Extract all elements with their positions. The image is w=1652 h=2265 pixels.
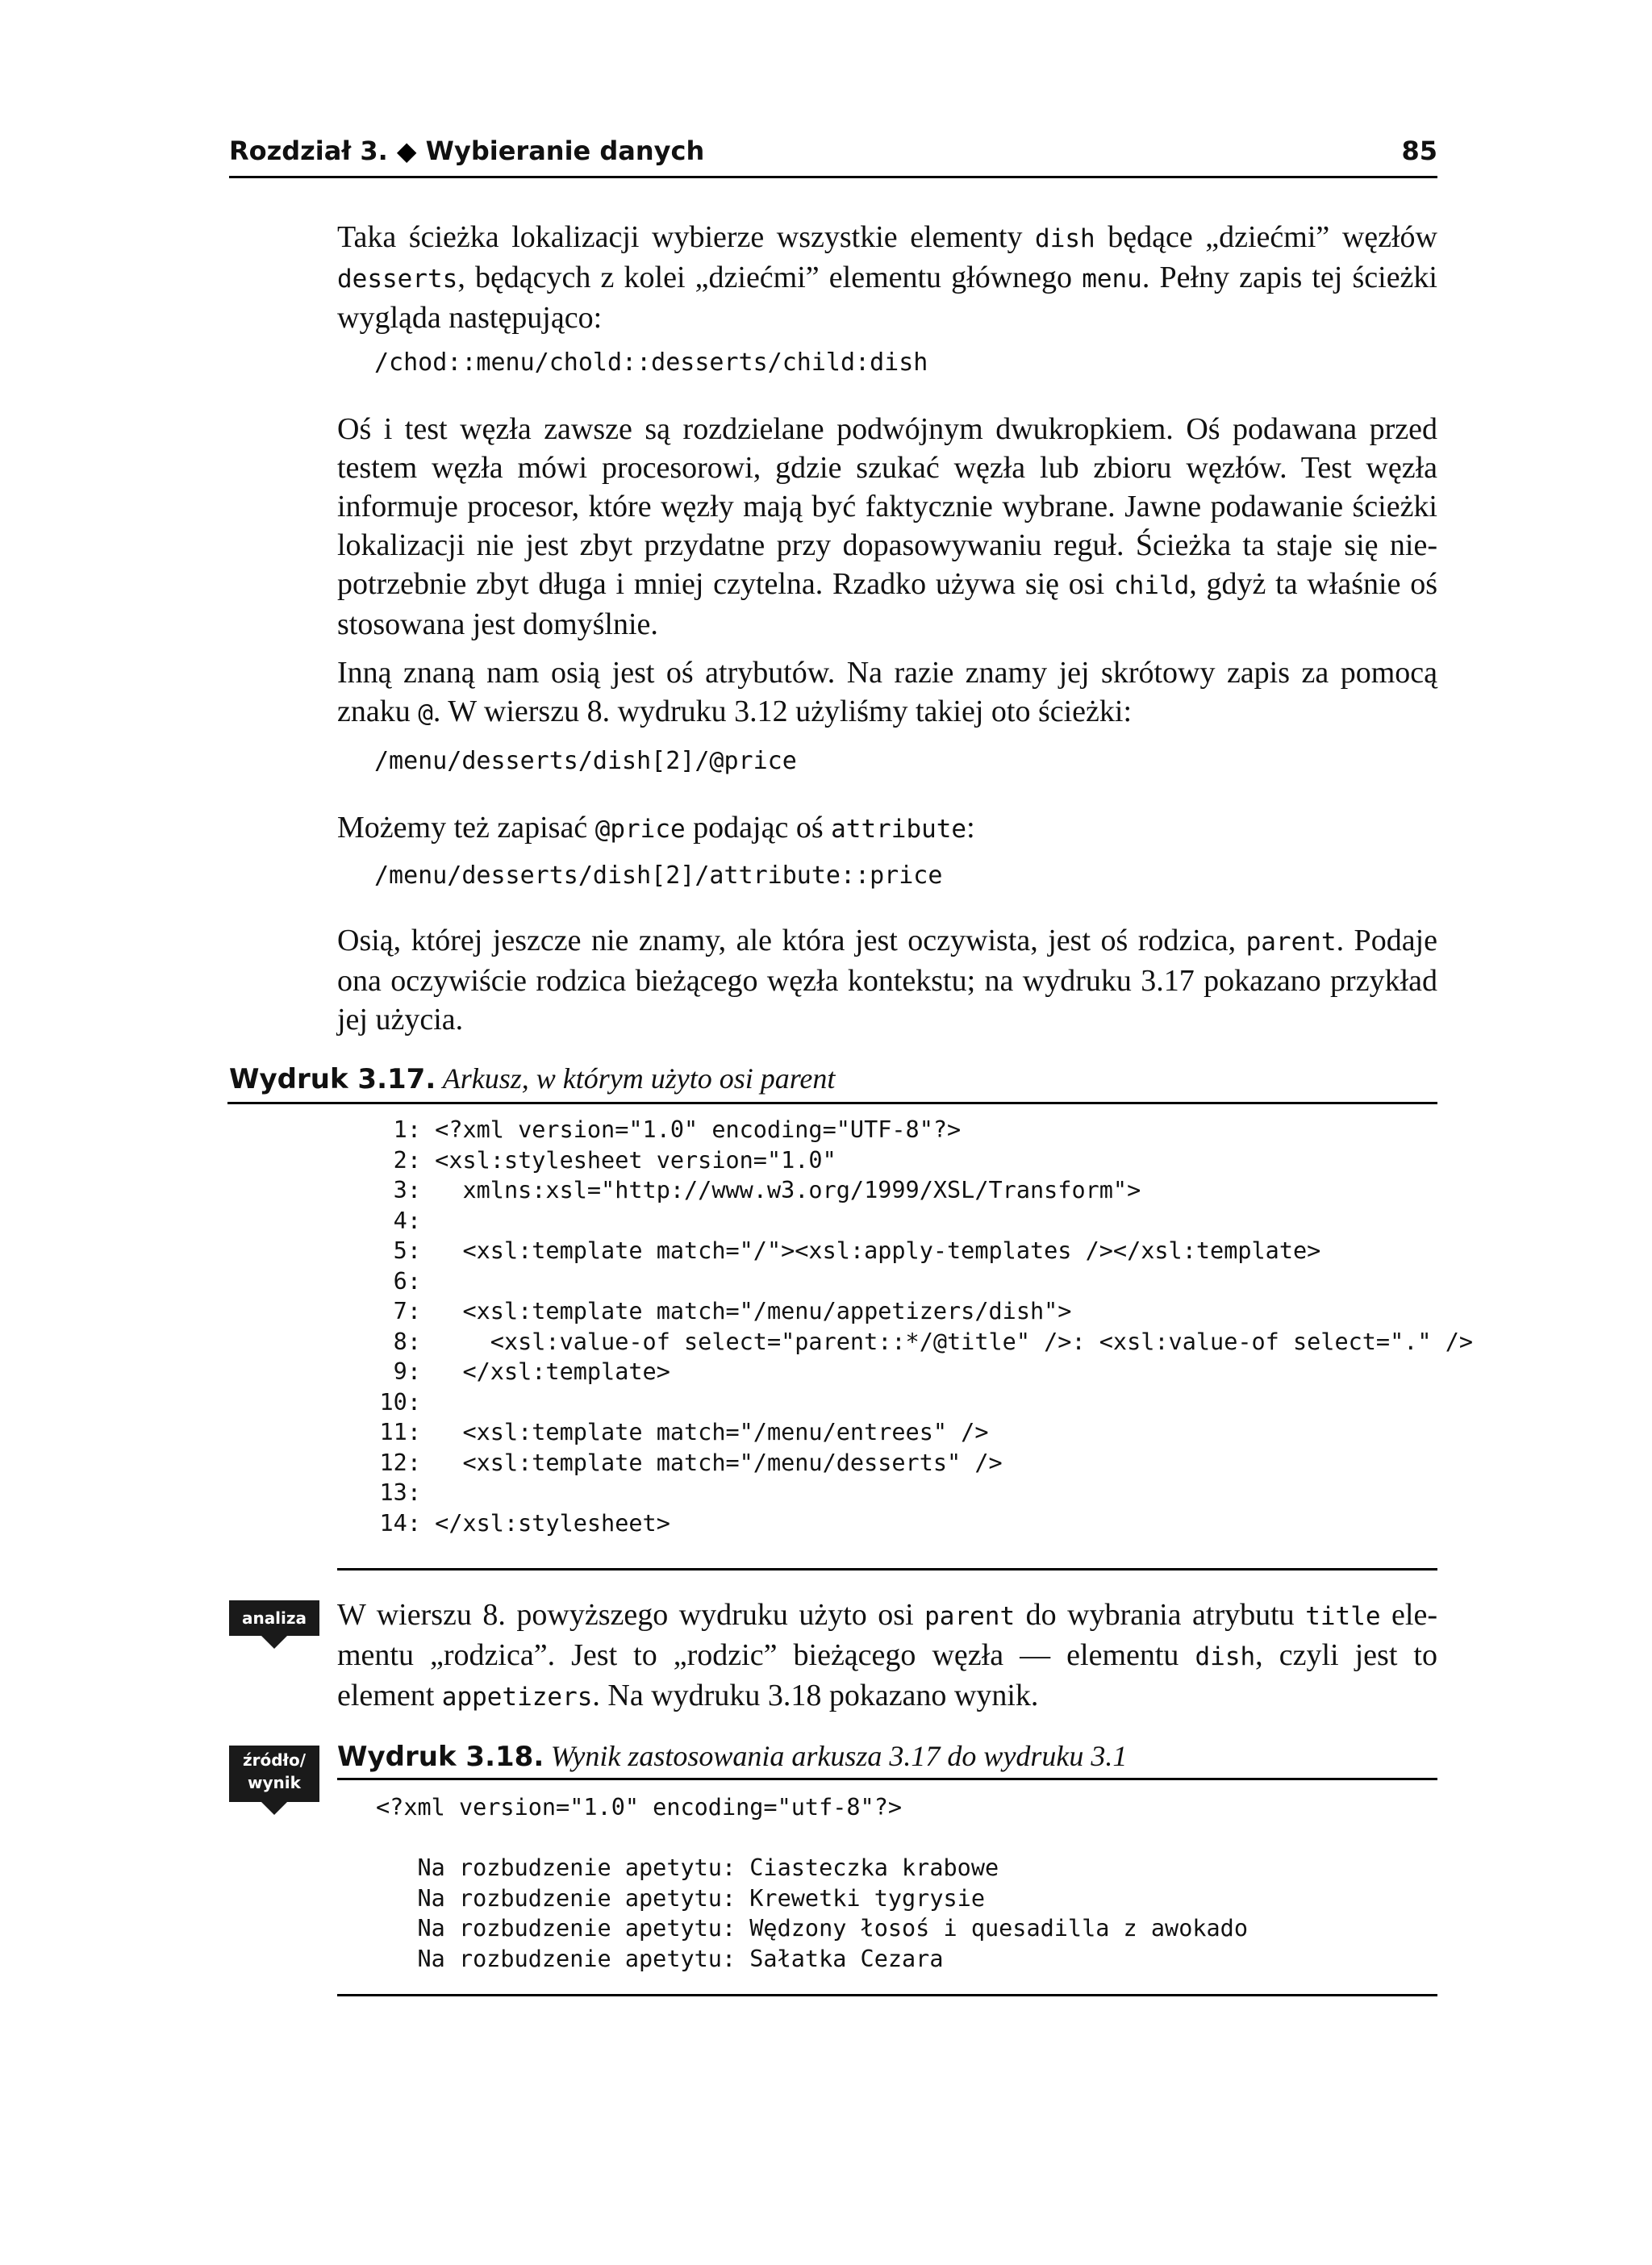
line-number: 4: [393,1207,421,1234]
listing-title: Wynik zastosowania arkusza 3.17 do wydruku 3.1 [550,1740,1128,1772]
text: . Na wydruku 3.18 pokazano wynik. [592,1679,1039,1712]
text: : [966,811,975,845]
inline-code: @ [418,699,433,728]
code-line [371,1266,1473,1297]
line-number: 7: [393,1298,421,1324]
listing-bottom-rule [337,1994,1437,1996]
listing-top-rule [337,1778,1437,1780]
line-number: 13: [379,1479,421,1506]
inline-code: dish [1035,224,1095,253]
output-line [376,1823,1248,1854]
paragraph-parent-axis [337,921,1437,1039]
inline-code: @price [594,815,686,844]
line-number: 14: [379,1509,421,1537]
code-text: <xsl:template match="/menu/entrees" /> [421,1419,989,1445]
paragraph-axis [337,410,1437,644]
code-line [371,1387,1473,1418]
text: Oś i test węzła zawsze są rozdzielane podwójnym dwukropkiem. Oś podawana przed testem węzła mówi procesorowi, gdzie szukać węzła lub zbioru węzłów. Test węzła informuje procesor, które węzły mają być faktycznie wybrane. Jawne podawanie ścieżki lokalizacji nie jest zbyt przydatne przy dopasowywaniu reguł. Ścieżka ta staje się nie-potrzebnie zbyt długa i mniej czytelna. Rzadko używa się osi [337,412,1437,601]
inline-code: parent [924,1602,1016,1631]
code-example-price: /menu/desserts/dish[2]/@price [374,747,797,775]
inline-code: child [1113,571,1190,600]
paragraph-intro [337,218,1437,337]
line-number: 1: [393,1116,421,1143]
code-text: <xsl:template match="/menu/desserts" /> [421,1449,1003,1476]
line-number: 12: [379,1449,421,1476]
listing-top-rule [227,1102,1437,1104]
section-title: Wybieranie danych [425,136,705,166]
listing-caption [337,1739,1127,1773]
output-line: <?xml version="1.0" encoding="utf-8"?> [376,1794,903,1821]
badge-notch [261,1636,287,1649]
code-line [371,1296,1473,1327]
paragraph-attribute-example [337,808,1437,849]
paragraph-analysis [337,1596,1437,1716]
paragraph-attribute-axis [337,653,1437,732]
listing-3-18-output [376,1792,1248,1974]
code-text: <xsl:template match="/menu/appetizers/dish"> [421,1298,1072,1324]
inline-code: title [1305,1602,1381,1631]
code-line [371,1236,1473,1266]
code-line [371,1327,1473,1358]
text: Możemy też zapisać [337,811,595,845]
text: będące „dziećmi” węzłów [1095,220,1437,254]
code-line [371,1478,1473,1508]
code-example-attribute-price: /menu/desserts/dish[2]/attribute::price [374,861,943,890]
listing-caption [229,1062,835,1095]
output-line: Na rozbudzenie apetytu: Krewetki tygrysie [376,1884,985,1912]
code-text: <xsl:value-of select="parent::*/@title" />: <xsl:value-of select="." /> [421,1328,1474,1355]
line-number: 5: [393,1237,421,1264]
analysis-badge-icon [229,1600,319,1636]
listing-title: Arkusz, w którym użyto osi parent [442,1062,836,1095]
line-number: 3: [393,1177,421,1203]
header-chapter-title [229,136,704,166]
analysis-badge-label: analiza [241,1608,307,1628]
text: Taka ścieżka lokalizacji wybierze wszystkie elementy [337,220,1036,254]
text: Inną znaną nam osią jest oś atrybutów. Na razie znamy jej skrótowy zapis za pomocą znaku [337,656,1437,728]
inline-code: desserts [337,265,458,294]
code-text: </xsl:template> [421,1358,670,1385]
badge-label-line1: źródło/ [242,1750,307,1770]
code-line [371,1357,1473,1387]
line-number: 2: [393,1146,421,1174]
inline-code: attribute [831,815,967,844]
text: Osią, której jeszcze nie znamy, ale która jest oczywista, jest oś rodzica, [337,924,1246,957]
inline-code: parent [1245,928,1337,957]
text: , będących z kolei „dziećmi” elementu głównego [457,261,1083,294]
text: W wierszu 8. powyższego wydruku użyto osi [337,1598,925,1632]
text: podając oś [685,811,832,845]
line-number: 8: [393,1328,421,1355]
chapter-label: Rozdział 3. [229,136,388,166]
code-line [371,1448,1473,1479]
inline-code: dish [1195,1642,1256,1671]
code-text: xmlns:xsl="http://www.w3.org/1999/XSL/Transform"> [421,1177,1141,1203]
text: ele-mentu „rodzica”. Jest to „rodzic” bieżącego węzła — elementu [337,1598,1437,1672]
line-number: 11: [379,1419,421,1445]
inline-code: menu [1082,265,1142,294]
line-number: 10: [379,1388,421,1416]
output-line: Na rozbudzenie apetytu: Sałatka Cezara [376,1945,944,1972]
output-line: Na rozbudzenie apetytu: Ciasteczka krabowe [376,1854,999,1881]
listing-bottom-rule [337,1568,1437,1570]
code-line [371,1145,1473,1176]
code-line [371,1115,1473,1145]
badge-notch [261,1802,287,1815]
code-line [371,1175,1473,1206]
text: , czyli jest to element [337,1638,1437,1712]
code-line [371,1417,1473,1448]
text: . Pełny zapis tej ścieżki wygląda następująco: [337,261,1437,335]
code-example-path: /chod::menu/chold::desserts/child:dish [374,348,928,377]
code-line [371,1508,1473,1539]
source-output-badge-icon [229,1746,319,1802]
listing-3-17-code [371,1115,1473,1538]
code-text: <xsl:template match="/"><xsl:apply-templates /></xsl:template> [421,1237,1321,1264]
text: . Podaje ona oczywiście rodzica bieżącego węzła kontekstu; na wydruku 3.17 pokazano przykład jej użycia. [337,924,1437,1037]
badge-label-line2: wynik [248,1773,301,1792]
code-text: <?xml version="1.0" encoding="UTF-8"?> [421,1116,962,1143]
code-line [371,1206,1473,1237]
page-number: 85 [1401,136,1437,166]
line-number: 6: [393,1267,421,1295]
listing-label: Wydruk 3.17. [229,1063,436,1095]
diamond-separator-icon: ◆ [396,136,417,166]
text: , gdyż ta właśnie oś stosowana jest domyślnie. [337,567,1438,641]
running-header [229,136,1437,177]
code-text: <xsl:stylesheet version="1.0" [421,1146,836,1174]
text: do wybrania atrybutu [1015,1598,1306,1632]
text: . W wierszu 8. wydruku 3.12 użyliśmy takiej oto ścieżki: [432,695,1133,728]
inline-code: appetizers [441,1683,593,1712]
header-rule [229,176,1437,178]
code-text: </xsl:stylesheet> [421,1509,670,1537]
line-number: 9: [393,1358,421,1385]
output-line: Na rozbudzenie apetytu: Wędzony łosoś i quesadilla z awokado [376,1915,1248,1942]
listing-label: Wydruk 3.18. [337,1741,544,1773]
